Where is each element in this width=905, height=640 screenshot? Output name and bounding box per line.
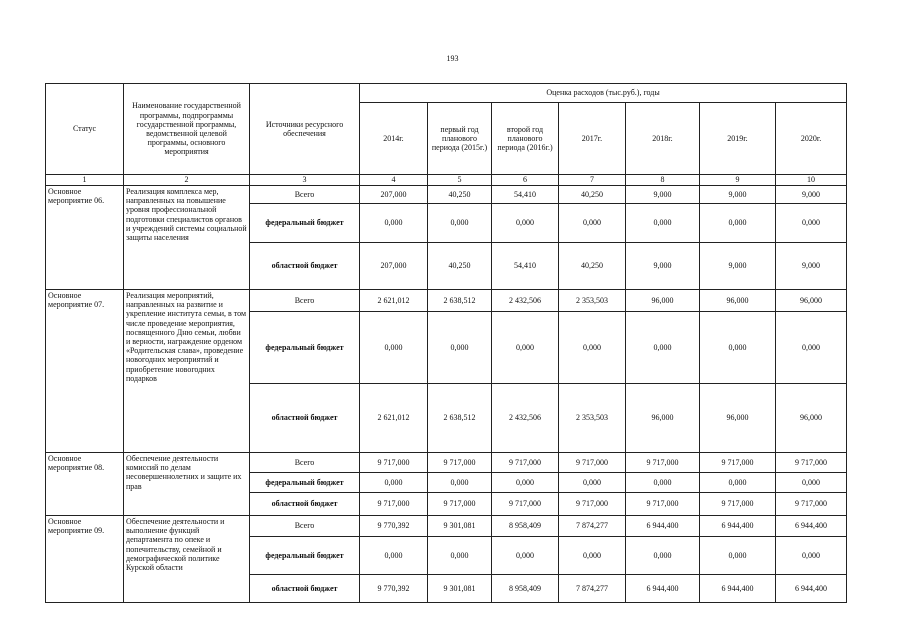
column-number: 1	[46, 175, 124, 186]
value-cell: 6 944,400	[776, 575, 847, 603]
value-cell: 40,250	[559, 243, 626, 290]
table-row	[46, 453, 847, 473]
value-cell: 0,000	[559, 204, 626, 243]
value-cell: 0,000	[776, 473, 847, 493]
value-cell: 96,000	[700, 384, 776, 453]
value-cell: 0,000	[428, 204, 492, 243]
value-cell: 9 717,000	[360, 493, 428, 516]
value-cell: 0,000	[492, 204, 559, 243]
value-cell: 6 944,400	[700, 516, 776, 537]
value-cell: 207,000	[360, 186, 428, 204]
value-cell: 9 770,392	[360, 516, 428, 537]
column-number: 4	[360, 175, 428, 186]
value-cell: 96,000	[626, 290, 700, 312]
activity-08	[46, 453, 847, 516]
value-cell: 0,000	[700, 312, 776, 384]
source-label: федеральный бюджет	[250, 473, 360, 493]
value-cell: 0,000	[360, 537, 428, 575]
value-cell: 0,000	[700, 204, 776, 243]
value-cell: 9 717,000	[428, 493, 492, 516]
source-label: федеральный бюджет	[250, 312, 360, 384]
value-cell: 9 301,081	[428, 516, 492, 537]
value-cell: 7 874,277	[559, 575, 626, 603]
value-cell: 6 944,400	[776, 516, 847, 537]
header-year: второй год планового периода (2016г.)	[492, 103, 559, 175]
value-cell: 7 874,277	[559, 516, 626, 537]
column-number: 2	[124, 175, 250, 186]
header-year: 2020г.	[776, 103, 847, 175]
value-cell: 96,000	[626, 384, 700, 453]
header-sources: Источники ресурсного обеспечения	[250, 84, 360, 175]
source-label: областной бюджет	[250, 243, 360, 290]
value-cell: 0,000	[360, 204, 428, 243]
value-cell: 2 432,506	[492, 384, 559, 453]
activity-06	[46, 186, 847, 290]
source-label: федеральный бюджет	[250, 204, 360, 243]
activity-07	[46, 290, 847, 453]
source-label: областной бюджет	[250, 493, 360, 516]
value-cell: 0,000	[776, 312, 847, 384]
value-cell: 0,000	[776, 537, 847, 575]
column-number: 6	[492, 175, 559, 186]
table-row	[46, 516, 847, 537]
value-cell: 2 353,503	[559, 290, 626, 312]
value-cell: 9 717,000	[559, 493, 626, 516]
value-cell: 9 717,000	[776, 493, 847, 516]
source-label: Всего	[250, 516, 360, 537]
value-cell: 54,410	[492, 243, 559, 290]
value-cell: 0,000	[428, 537, 492, 575]
value-cell: 40,250	[428, 243, 492, 290]
value-cell: 0,000	[626, 204, 700, 243]
value-cell: 0,000	[360, 473, 428, 493]
value-cell: 2 638,512	[428, 290, 492, 312]
value-cell: 0,000	[626, 537, 700, 575]
value-cell: 0,000	[492, 312, 559, 384]
source-label: федеральный бюджет	[250, 537, 360, 575]
value-cell: 207,000	[360, 243, 428, 290]
column-number: 10	[776, 175, 847, 186]
value-cell: 6 944,400	[626, 575, 700, 603]
value-cell: 9 717,000	[776, 453, 847, 473]
column-number: 7	[559, 175, 626, 186]
value-cell: 9,000	[626, 243, 700, 290]
value-cell: 9 717,000	[428, 453, 492, 473]
activity-name: Реализация комплекса мер, направленных на повышение уровня профессиональной подготовки специалистов органов и учреждений системы социальной защиты населения	[124, 186, 250, 290]
value-cell: 0,000	[492, 537, 559, 575]
header-year: 2017г.	[559, 103, 626, 175]
value-cell: 96,000	[776, 384, 847, 453]
value-cell: 9,000	[700, 243, 776, 290]
value-cell: 40,250	[559, 186, 626, 204]
value-cell: 2 621,012	[360, 290, 428, 312]
value-cell: 9 717,000	[700, 453, 776, 473]
value-cell: 0,000	[626, 473, 700, 493]
value-cell: 54,410	[492, 186, 559, 204]
source-label: Всего	[250, 453, 360, 473]
source-label: Всего	[250, 186, 360, 204]
value-cell: 9 301,081	[428, 575, 492, 603]
activity-name: Обеспечение деятельности комиссий по делам несовершеннолетних и защите их прав	[124, 453, 250, 516]
value-cell: 96,000	[700, 290, 776, 312]
value-cell: 9 717,000	[559, 453, 626, 473]
column-number-row	[46, 175, 847, 186]
value-cell: 9 717,000	[360, 453, 428, 473]
value-cell: 9 717,000	[700, 493, 776, 516]
value-cell: 9 717,000	[626, 453, 700, 473]
value-cell: 9 770,392	[360, 575, 428, 603]
header-year: 2018г.	[626, 103, 700, 175]
table-row	[46, 186, 847, 204]
source-label: Всего	[250, 290, 360, 312]
table-header	[46, 84, 847, 186]
value-cell: 40,250	[428, 186, 492, 204]
header-year: 2019г.	[700, 103, 776, 175]
table-row	[46, 290, 847, 312]
source-label: областной бюджет	[250, 384, 360, 453]
value-cell: 0,000	[776, 204, 847, 243]
activity-status: Основное мероприятие 06.	[46, 186, 124, 290]
value-cell: 2 638,512	[428, 384, 492, 453]
value-cell: 9,000	[776, 186, 847, 204]
value-cell: 0,000	[360, 312, 428, 384]
column-number: 9	[700, 175, 776, 186]
header-year: 2014г.	[360, 103, 428, 175]
column-number: 8	[626, 175, 700, 186]
value-cell: 0,000	[700, 537, 776, 575]
value-cell: 0,000	[492, 473, 559, 493]
value-cell: 9 717,000	[492, 453, 559, 473]
resource-table	[45, 83, 847, 603]
value-cell: 9 717,000	[492, 493, 559, 516]
value-cell: 0,000	[559, 312, 626, 384]
header-estimate: Оценка расходов (тыс.руб.), годы	[360, 84, 847, 103]
column-number: 5	[428, 175, 492, 186]
header-status: Статус	[46, 84, 124, 175]
value-cell: 9,000	[776, 243, 847, 290]
activity-status: Основное мероприятие 09.	[46, 516, 124, 603]
activity-09	[46, 516, 847, 603]
activity-name: Реализация мероприятий, направленных на развитие и укрепление института семьи, в том числе проведение мероприятия, посвященного Дню семьи, любви и верности, награждение орденом «Родительская слава», проведение новогодних мероприятий и приобретение новогодних подарков	[124, 290, 250, 453]
page-number: 193	[446, 54, 459, 63]
value-cell: 0,000	[559, 473, 626, 493]
value-cell: 6 944,400	[700, 575, 776, 603]
column-number: 3	[250, 175, 360, 186]
value-cell: 6 944,400	[626, 516, 700, 537]
value-cell: 0,000	[428, 473, 492, 493]
header-name: Наименование государственной программы, подпрограммы государственной программы, ведомственной целевой программы, основного мероприятия	[124, 84, 250, 175]
activity-status: Основное мероприятие 07.	[46, 290, 124, 453]
value-cell: 9,000	[626, 186, 700, 204]
value-cell: 0,000	[700, 473, 776, 493]
value-cell: 0,000	[626, 312, 700, 384]
value-cell: 2 432,506	[492, 290, 559, 312]
header-year: первый год планового периода (2015г.)	[428, 103, 492, 175]
value-cell: 2 353,503	[559, 384, 626, 453]
value-cell: 9,000	[700, 186, 776, 204]
activity-name: Обеспечение деятельности и выполнение функций департамента по опеке и попечительству, семейной и демографической политике Курской области	[124, 516, 250, 603]
source-label: областной бюджет	[250, 575, 360, 603]
value-cell: 96,000	[776, 290, 847, 312]
value-cell: 8 958,409	[492, 516, 559, 537]
value-cell: 2 621,012	[360, 384, 428, 453]
value-cell: 8 958,409	[492, 575, 559, 603]
value-cell: 0,000	[428, 312, 492, 384]
value-cell: 0,000	[559, 537, 626, 575]
activity-status: Основное мероприятие 08.	[46, 453, 124, 516]
value-cell: 9 717,000	[626, 493, 700, 516]
